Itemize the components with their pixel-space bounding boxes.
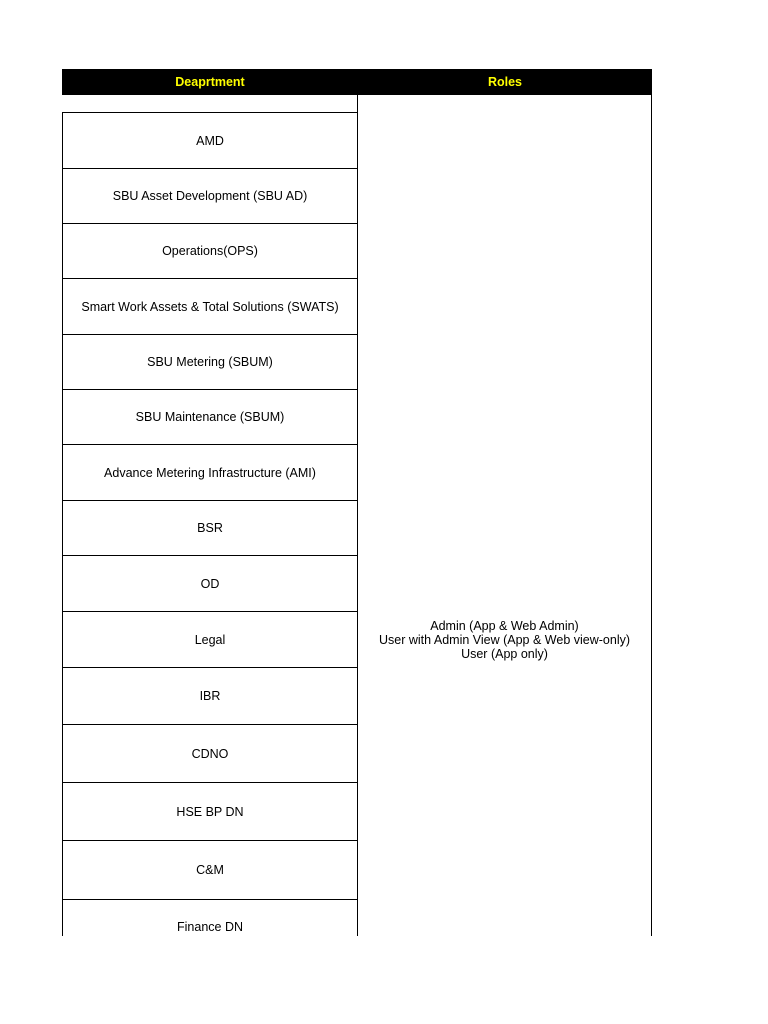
roles-list [358,619,651,661]
department-cell: CDNO [62,725,357,783]
role-user: User (App only) [461,647,548,661]
department-cell: OD [62,556,357,612]
header-department: Deaprtment [175,75,245,89]
roles-table [62,69,652,936]
table-header [62,69,652,95]
empty-row [62,95,358,113]
department-cell: SBU Asset Development (SBU AD) [62,169,357,224]
role-admin: Admin (App & Web Admin) [430,619,579,633]
department-cell: Legal [62,612,357,668]
department-cell: Smart Work Assets & Total Solutions (SWATS) [62,279,357,335]
department-cell: Advance Metering Infrastructure (AMI) [62,445,357,501]
department-cell: C&M [62,841,357,900]
department-cell: SBU Metering (SBUM) [62,335,357,390]
roles-cell [357,95,652,936]
department-cell: Finance DN [62,900,357,936]
header-roles: Roles [487,75,523,89]
department-cell: SBU Maintenance (SBUM) [62,390,357,445]
department-cell: IBR [62,668,357,725]
department-cell: BSR [62,501,357,556]
role-admin-view: User with Admin View (App & Web view-only) [378,633,631,647]
department-column [62,95,358,936]
department-cell: Operations(OPS) [62,224,357,279]
department-cell: HSE BP DN [62,783,357,841]
department-cell: AMD [62,113,357,169]
